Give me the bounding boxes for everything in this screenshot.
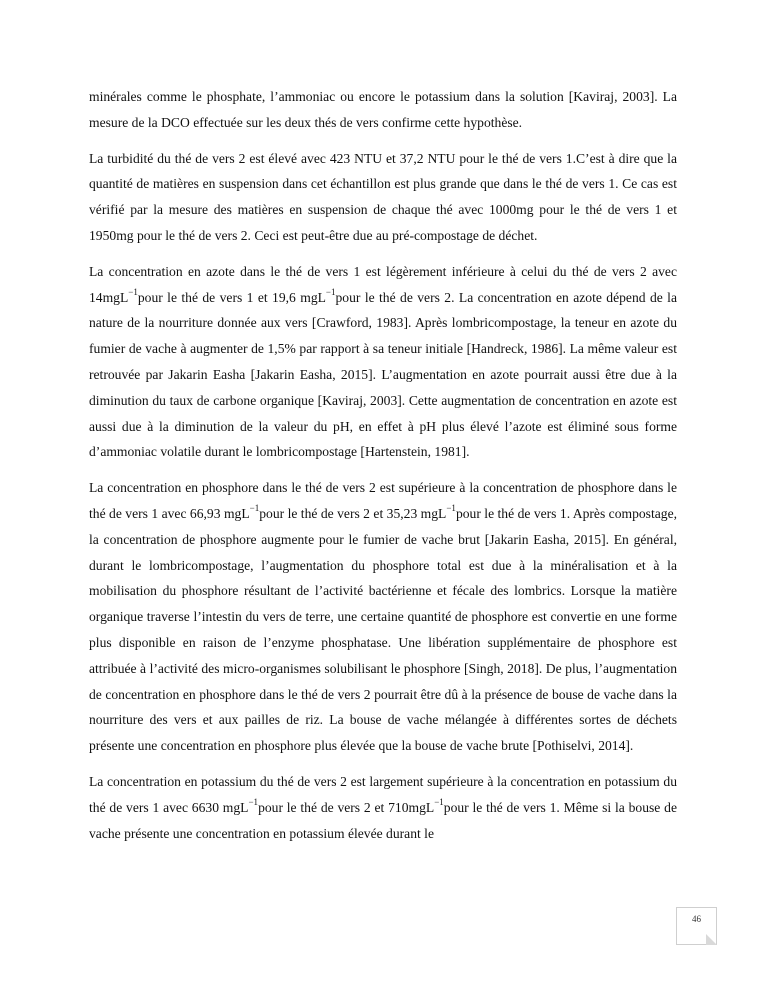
page-number-box	[676, 907, 717, 945]
unit-exponent: −1	[128, 287, 138, 298]
paragraph-potassium-text-end: pour le thé de vers 1. Même si la bouse de vache présente une concentration en potassium élevée durant le	[89, 799, 677, 841]
page-curl-icon	[706, 934, 717, 945]
paragraph-phosphorus-text-start: La concentration en phosphore dans le thé de vers 2 est supérieure à la concentration de phosphore dans le thé de vers 1 avec 66,93 mgL	[89, 480, 677, 521]
paragraph-turbidity	[89, 146, 677, 249]
paragraph-nitrogen-text-end: pour le thé de vers 2. La concentration en azote dépend de la nature de la nourriture donnée aux vers [Crawford, 1983]. Après lombricompostage, la teneur en azote du fumier de vache à augmenter de 1,5% par rapport à sa teneur initiale [Handreck, 1986]. La même valeur est retrouvée par Jakarin Easha [Jakarin Easha, 2015]. L’augmentation en azote pourrait aussi être due à la diminution du taux de carbone organique [Kaviraj, 2003]. Cette augmentation de concentration en azote est aussi due à la diminution de la valeur du pH, en effet à pH plus élevé l’azote est éliminé sous forme d’ammoniac volatile durant le lombricompostage [Hartenstein, 1981].	[89, 289, 677, 460]
paragraph-phosphorus	[89, 475, 677, 759]
paragraph-phosphorus-text-mid: pour le thé de vers 2 et 35,23 mgL	[259, 505, 447, 521]
paragraph-phosphorus-text-end: pour le thé de vers 1. Après compostage, la concentration de phosphore augmente pour le fumier de vache brut [Jakarin Easha, 2015]. En général, durant le lombricompostage, l’augmentation du phosphore total est due à la minéralisation et à la mobilisation du phosphore résultant de l’activité bactérienne et fécale des lombrics. Lorsque la matière organique traverse l’intestin du vers de terre, une certaine quantité de phosphore est convertie en une forme plus disponible en raison de l’enzyme phosphatase. Une libération supplémentaire de phosphore est attribuée à l’activité des micro-organismes solubilisant le phosphore [Singh, 2018]. De plus, l’augmentation de concentration en phosphore dans le thé de vers 2 pourrait être dû à la présence de bouse de vache dans la nourriture des vers et aux pailles de riz. La bouse de vache mélangée à différentes sortes de déchets présente une concentration en phosphore plus élevée que la bouse de vache brute [Pothiselvi, 2014].	[89, 505, 678, 754]
paragraph-potassium-text-mid: pour le thé de vers 2 et 710mgL	[258, 799, 435, 815]
unit-exponent: −1	[446, 503, 456, 514]
paragraph-nitrogen-text-start: La concentration en azote dans le thé de vers 1 est légèrement inférieure à celui du thé de vers 2 avec 14mgL	[89, 263, 677, 305]
document-body	[89, 84, 677, 856]
paragraph-potassium	[89, 769, 677, 846]
paragraph-potassium-text-start: La concentration en potassium du thé de vers 2 est largement supérieure à la concentration en potassium du thé de vers 1 avec 6630 mgL	[89, 773, 677, 815]
page-number: 46	[692, 914, 701, 924]
unit-exponent: −1	[325, 287, 336, 298]
paragraph-1	[89, 84, 677, 136]
unit-exponent: −1	[434, 797, 444, 808]
paragraph-nitrogen	[89, 259, 677, 465]
paragraph-1-text: minérales comme le phosphate, l’ammoniac ou encore le potassium dans la solution [Kaviraj, 2003]. La mesure de la DCO effectuée sur les deux thés de vers confirme cette hypothèse.	[89, 89, 677, 130]
unit-exponent: −1	[248, 797, 259, 808]
unit-exponent: −1	[249, 503, 260, 514]
paragraph-nitrogen-text-mid: pour le thé de vers 1 et 19,6 mgL	[137, 289, 326, 305]
paragraph-turbidity-text: La turbidité du thé de vers 2 est élevé avec 423 NTU et 37,2 NTU pour le thé de vers 1.C’est à dire que la quantité de matières en suspension dans cet échantillon est plus grande que dans le thé de vers 1. Ce cas est vérifié par la mesure des matières en suspension de chaque thé avec 1000mg pour le thé de vers 1 et 1950mg pour le thé de vers 2. Ceci est peut-être due au pré-compostage de déchet.	[89, 150, 677, 243]
